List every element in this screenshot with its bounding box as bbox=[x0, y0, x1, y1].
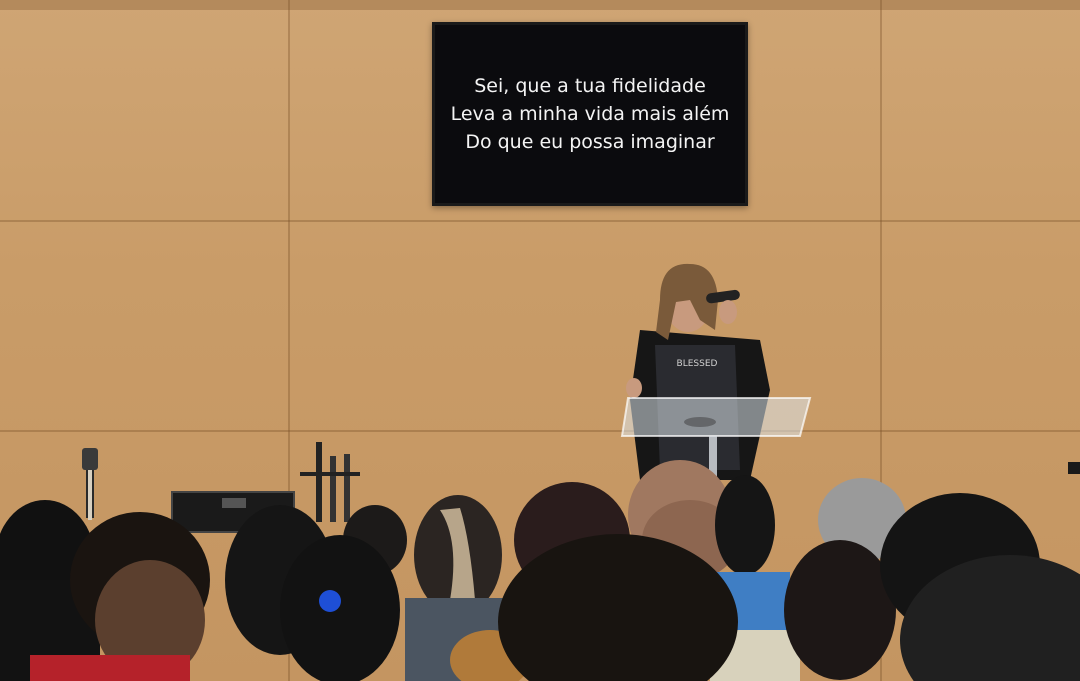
lyric-line-3: Do que eu possa imaginar bbox=[465, 131, 715, 153]
shirt-text: BLESSED bbox=[676, 359, 718, 369]
lyric-line-2: Leva a minha vida mais além bbox=[450, 103, 730, 125]
lyric-line-1: Sei, que a tua fidelidade bbox=[474, 75, 706, 97]
wall-speaker bbox=[1068, 462, 1080, 474]
hair-tie bbox=[319, 590, 341, 612]
singer bbox=[626, 264, 770, 480]
mic-stands bbox=[300, 442, 360, 522]
guitar bbox=[82, 448, 98, 520]
audience bbox=[0, 460, 1080, 681]
